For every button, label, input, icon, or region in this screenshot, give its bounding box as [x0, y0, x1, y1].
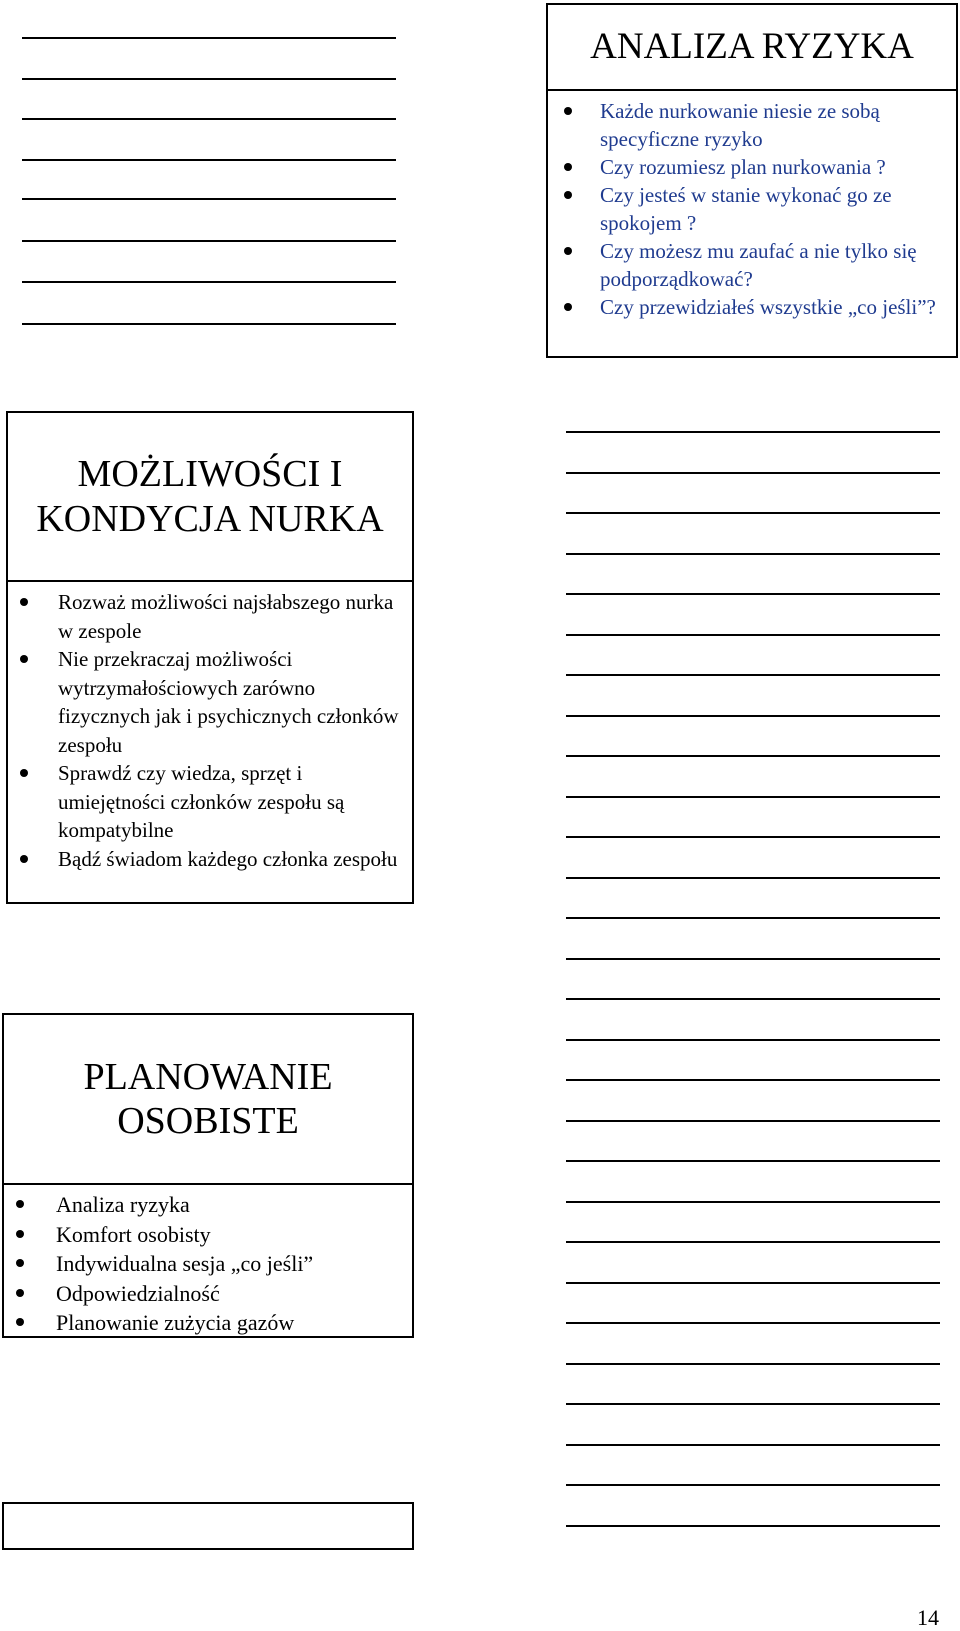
note-line [22, 159, 396, 161]
note-line [22, 198, 396, 200]
bullet-icon [16, 1230, 24, 1238]
bullet-icon [20, 769, 28, 777]
note-line [22, 323, 396, 325]
note-line [566, 1363, 940, 1365]
slide-header [8, 413, 412, 582]
bullet-item: Komfort osobisty [4, 1220, 412, 1250]
note-line [566, 1201, 940, 1203]
note-line [22, 240, 396, 242]
bullet-icon [20, 598, 28, 606]
note-line [566, 1484, 940, 1486]
bullet-item: Odpowiedzialność [4, 1279, 412, 1309]
note-line [566, 553, 940, 555]
bullet-item: Czy jesteś w stanie wykonać go ze spokojem ? [548, 181, 956, 237]
bullet-item: Każde nurkowanie niesie ze sobą specyficzne ryzyko [548, 97, 956, 153]
bullet-item: Analiza ryzyka [4, 1190, 412, 1220]
note-line [566, 674, 940, 676]
slide-mozliwosci-kondycja [6, 411, 414, 904]
bullet-icon [20, 655, 28, 663]
bullet-icon [16, 1318, 24, 1326]
note-line [22, 37, 396, 39]
bullet-item: Bądź świadom każdego członka zespołu [8, 845, 412, 874]
bullet-item: Czy rozumiesz plan nurkowania ? [548, 153, 956, 181]
bullet-list [4, 1190, 412, 1338]
note-line [566, 877, 940, 879]
note-line [566, 1079, 940, 1081]
bullet-icon [564, 191, 572, 199]
note-line [566, 512, 940, 514]
bullet-item: Nie przekraczaj możliwości wytrzymałościowych zarówno fizycznych jak i psychicznych członków zespołu [8, 645, 412, 759]
note-line [566, 1525, 940, 1527]
slide-analiza-ryzyka [546, 3, 958, 358]
slide-title: ANALIZA RYZYKA [590, 25, 914, 67]
bullet-icon [564, 107, 572, 115]
note-line [566, 755, 940, 757]
bullet-list [548, 97, 956, 321]
note-line [566, 917, 940, 919]
slide-title: PLANOWANIE OSOBISTE [83, 1055, 333, 1142]
bullet-icon [16, 1200, 24, 1208]
note-line [566, 1322, 940, 1324]
slide-planowanie-osobiste [2, 1013, 414, 1338]
note-line [566, 958, 940, 960]
slide-header [4, 1015, 412, 1185]
bullet-item: Sprawdź czy wiedza, sprzęt i umiejętności członków zespołu są kompatybilne [8, 759, 412, 845]
bullet-item: Czy przewidziałeś wszystkie „co jeśli”? [548, 293, 956, 321]
bullet-icon [564, 303, 572, 311]
note-line [566, 634, 940, 636]
bullet-item: Indywidualna sesja „co jeśli” [4, 1249, 412, 1279]
bullet-item: Planowanie zużycia gazów [4, 1308, 412, 1338]
bullet-item: Czy możesz mu zaufać a nie tylko się podporządkować? [548, 237, 956, 293]
bullet-icon [564, 163, 572, 171]
note-line [566, 715, 940, 717]
note-line [566, 1120, 940, 1122]
bullet-icon [16, 1289, 24, 1297]
note-line [566, 472, 940, 474]
bullet-icon [16, 1259, 24, 1267]
note-line [566, 796, 940, 798]
note-line [566, 431, 940, 433]
note-line [566, 998, 940, 1000]
note-line [566, 1403, 940, 1405]
note-line [566, 1282, 940, 1284]
note-line [566, 1241, 940, 1243]
bullet-icon [20, 855, 28, 863]
bullet-list [8, 588, 412, 873]
note-line [566, 1039, 940, 1041]
bullet-item: Rozważ możliwości najsłabszego nurka w zespole [8, 588, 412, 645]
page-number: 14 [917, 1605, 939, 1630]
note-line [566, 593, 940, 595]
slide-header [548, 5, 956, 91]
note-line [566, 1160, 940, 1162]
slide-title: MOŻLIWOŚCI I KONDYCJA NURKA [36, 453, 384, 540]
note-line [22, 281, 396, 283]
note-line [566, 1444, 940, 1446]
slide-empty [2, 1502, 414, 1550]
note-line [22, 118, 396, 120]
bullet-icon [564, 247, 572, 255]
note-line [22, 78, 396, 80]
note-line [566, 836, 940, 838]
